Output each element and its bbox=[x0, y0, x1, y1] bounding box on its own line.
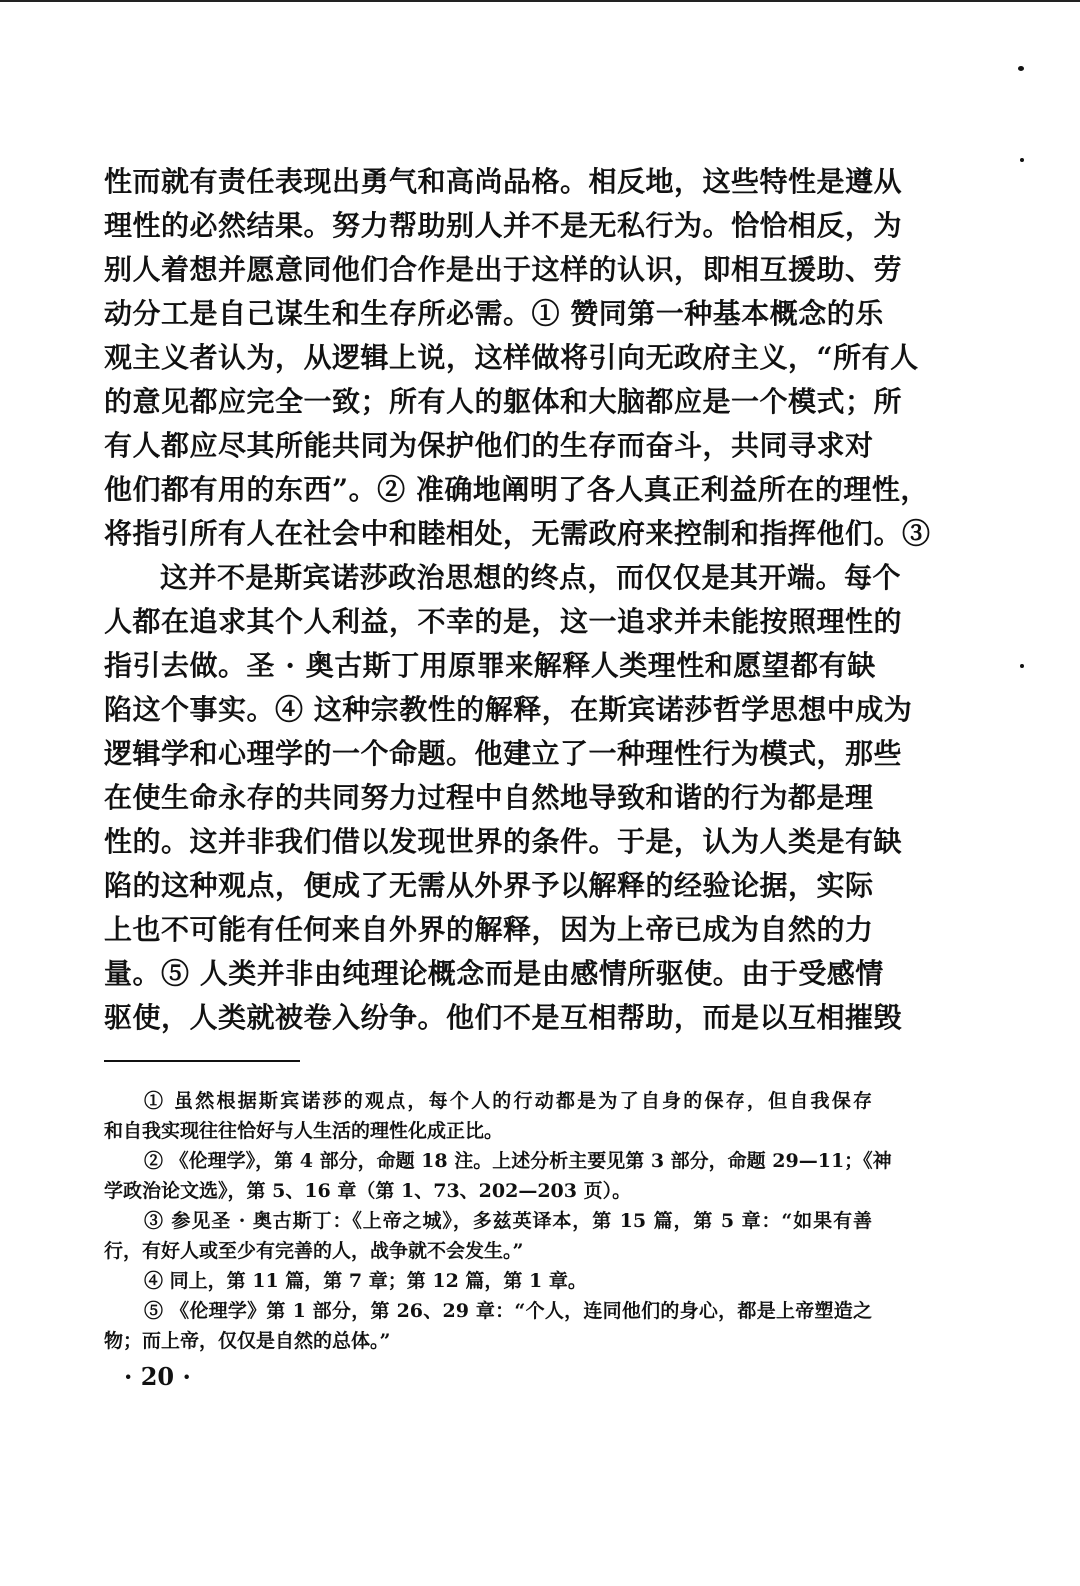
body-line: 人都在追求其个人利益，不幸的是，这一追求并未能按照理性的 bbox=[104, 605, 903, 638]
footnote-line: ④ 同上，第 11 篇，第 7 章；第 12 篇，第 1 章。 bbox=[144, 1270, 587, 1292]
footnote-line: 行，有好人或至少有完善的人，战争就不会发生。” bbox=[104, 1240, 524, 1262]
body-line: 逻辑学和心理学的一个命题。他建立了一种理性行为模式，那些 bbox=[104, 737, 903, 770]
body-line: 性的。这并非我们借以发现世界的条件。于是，认为人类是有缺 bbox=[104, 825, 903, 858]
body-line: 动分工是自己谋生和生存所必需。① 赞同第一种基本概念的乐 bbox=[104, 297, 884, 330]
body-line: 这并不是斯宾诺莎政治思想的终点，而仅仅是其开端。每个 bbox=[160, 561, 902, 594]
body-line: 的意见都应完全一致；所有人的躯体和大脑都应是一个模式；所 bbox=[104, 385, 903, 418]
footnotes bbox=[104, 1086, 892, 1356]
body-line: 将指引所有人在社会中和睦相处，无需政府来控制和指挥他们。③ bbox=[104, 517, 931, 550]
body-line: 观主义者认为，从逻辑上说，这样做将引向无政府主义，“所有人 bbox=[104, 341, 919, 374]
page-number: · 20 · bbox=[124, 1362, 191, 1391]
body-line: 量。⑤ 人类并非由纯理论概念而是由感情所驱使。由于受感情 bbox=[104, 957, 884, 990]
footnote-line: 物；而上帝，仅仅是自然的总体。” bbox=[104, 1330, 391, 1352]
footnote-line: ⑤ 《伦理学》第 1 部分，第 26、29 章：“个人，连同他们的身心，都是上帝塑造之 bbox=[144, 1300, 872, 1322]
body-line: 上也不可能有任何来自外界的解释，因为上帝已成为自然的力 bbox=[104, 913, 874, 946]
body-line: 指引去做。圣 · 奥古斯丁用原罪来解释人类理性和愿望都有缺 bbox=[104, 649, 876, 682]
body-line: 在使生命永存的共同努力过程中自然地导致和谐的行为都是理 bbox=[104, 781, 874, 814]
body-line: 他们都有用的东西”。② 准确地阐明了各人真正利益所在的理性， bbox=[104, 473, 929, 506]
scan-speck bbox=[1020, 664, 1024, 668]
body-line: 理性的必然结果。努力帮助别人并不是无私行为。恰恰相反，为 bbox=[104, 209, 903, 242]
body-line: 陷的这种观点，便成了无需从外界予以解释的经验论据，实际 bbox=[104, 869, 874, 902]
scan-speck bbox=[1020, 158, 1024, 162]
footnote-line: ③ 参见圣 · 奥古斯丁：《上帝之城》，多兹英译本，第 15 篇，第 5 章：“如果有善 bbox=[144, 1210, 872, 1232]
top-edge-line bbox=[0, 0, 1080, 2]
footnote-separator bbox=[104, 1060, 300, 1062]
footnote-line: 学政治论文选》，第 5、16 章（第 1、73、202—203 页）。 bbox=[104, 1180, 632, 1202]
body-text bbox=[104, 160, 931, 1040]
body-line: 驱使，人类就被卷入纷争。他们不是互相帮助，而是以互相摧毁 bbox=[104, 1001, 903, 1034]
footnote-line: ① 虽然根据斯宾诺莎的观点，每个人的行动都是为了自身的保存，但自我保存 bbox=[144, 1090, 872, 1112]
body-line: 性而就有责任表现出勇气和高尚品格。相反地，这些特性是遵从 bbox=[104, 165, 903, 198]
footnote-line: 和自我实现往往恰好与人生活的理性化成正比。 bbox=[104, 1120, 504, 1142]
body-line: 有人都应尽其所能共同为保护他们的生存而奋斗，共同寻求对 bbox=[104, 429, 874, 462]
body-line: 陷这个事实。④ 这种宗教性的解释，在斯宾诺莎哲学思想中成为 bbox=[104, 693, 913, 726]
footnote-line: ② 《伦理学》，第 4 部分，命题 18 注。上述分析主要见第 3 部分，命题 29—11；《神 bbox=[144, 1150, 892, 1172]
body-line: 别人着想并愿意同他们合作是出于这样的认识，即相互援助、劳 bbox=[104, 253, 903, 286]
scan-speck bbox=[1018, 66, 1024, 71]
